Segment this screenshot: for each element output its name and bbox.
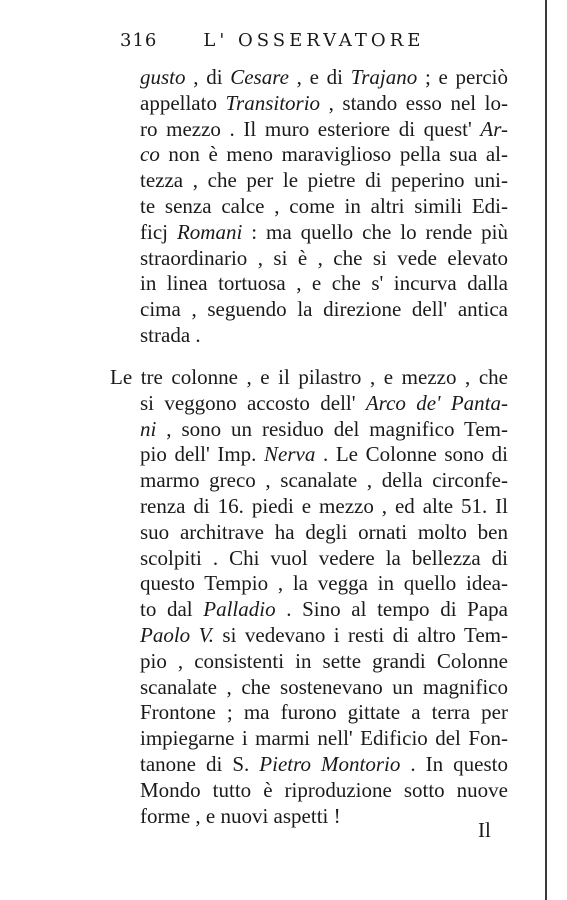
italic-span: Trajano <box>350 65 418 89</box>
text-line <box>140 245 508 271</box>
text-line <box>140 725 508 751</box>
text-span: , sono un residuo del magnifico Tem- <box>156 416 508 441</box>
text-span: Mondo tutto è riproduzione sotto nuove <box>140 777 508 802</box>
italic-span: Romani <box>176 219 243 244</box>
text-span: Frontone ; ma furono gittate a terra per <box>140 700 508 725</box>
text-line <box>140 596 508 622</box>
italic-span: co <box>140 142 160 167</box>
running-title: L' OSSERVATORE <box>203 30 425 51</box>
text-line <box>110 364 508 390</box>
text-line <box>140 622 508 648</box>
text-span: impiegarne i marmi nell' Edificio del Fon- <box>140 726 508 751</box>
text-line <box>140 193 508 219</box>
text-span: pio , consistenti in sette grandi Colonne <box>140 648 508 673</box>
italic-span: gusto <box>140 65 186 89</box>
text-line <box>140 699 508 725</box>
text-span: to dal <box>140 597 204 622</box>
page-number: 316 <box>120 30 158 51</box>
text-line <box>140 90 508 116</box>
text-line <box>140 390 508 416</box>
text-span: non è meno maraviglioso pella sua al- <box>159 142 508 167</box>
text-span: marmo greco , scanalate , della circonfe- <box>140 468 508 493</box>
running-header <box>120 30 480 51</box>
text-line <box>140 467 508 493</box>
text-line <box>140 545 508 571</box>
text-span: questo Tempio , la vegga in quello idea- <box>140 571 508 596</box>
text-line <box>140 141 508 167</box>
text-span: ; e perciò <box>417 65 508 89</box>
text-span: si vedevano i resti di altro Tem- <box>213 623 508 647</box>
italic-span: Arco de' Panta- <box>365 390 508 415</box>
text-span: strada . <box>140 323 201 347</box>
text-span: tanone di S. <box>140 752 260 776</box>
text-span: . Sino al tempo di Papa <box>275 597 508 622</box>
text-line <box>140 648 508 674</box>
text-span: pio dell' Imp. <box>140 442 265 467</box>
text-line <box>140 64 508 90</box>
text-span: straordinario , si è , che si vede elevato <box>140 245 508 270</box>
text-span: , di <box>185 65 231 89</box>
text-line <box>140 493 508 519</box>
italic-span: ni <box>140 416 157 441</box>
page-gutter-shadow <box>545 0 547 900</box>
text-span: ro mezzo . Il muro esteriore di quest' <box>140 116 481 141</box>
text-line <box>140 519 508 545</box>
text-line <box>140 441 508 467</box>
text-span: forme , e nuovi aspetti ! <box>140 803 341 828</box>
text-line <box>140 674 508 700</box>
italic-span: Paolo V. <box>140 623 214 647</box>
italic-span: Palladio <box>203 597 276 622</box>
text-line <box>140 270 508 296</box>
text-span: suo architrave ha degli ornati molto ben <box>140 519 508 544</box>
text-span: , e di <box>288 65 351 89</box>
text-span: . In questo <box>400 752 508 776</box>
text-span: ficj <box>140 219 177 244</box>
italic-span: Ar- <box>480 116 508 141</box>
text-span: renza di 16. piedi e mezzo , ed alte 51. Il <box>140 494 508 518</box>
text-line <box>140 322 201 348</box>
text-line <box>140 777 508 803</box>
text-span: . Le Colonne sono di <box>315 442 508 467</box>
italic-span: Transitorio <box>225 90 321 115</box>
text-span: appellato <box>140 90 226 115</box>
text-span: Le tre colonne , e il pilastro , e mezzo , che <box>110 365 508 389</box>
text-span: scanalate , che sostenevano un magnifico <box>140 674 508 699</box>
italic-span: Nerva <box>264 442 316 467</box>
text-line <box>140 803 341 829</box>
text-span: tezza , che per le pietre di peperino uni- <box>140 168 508 193</box>
text-span: te senza calce , come in altri simili Edi- <box>140 194 508 218</box>
text-line <box>140 116 508 142</box>
italic-span: Pietro Montorio <box>259 752 401 776</box>
text-line <box>140 416 508 442</box>
text-span: : ma quello che lo rende più <box>242 219 508 244</box>
text-span: , stando esso nel lo- <box>320 90 508 115</box>
catchword: Il <box>478 818 491 842</box>
italic-span: Cesare <box>230 65 289 89</box>
text-span: si veggono accosto dell' <box>140 390 366 415</box>
text-span: scolpiti . Chi vuol vedere la bellezza di <box>140 545 508 570</box>
text-span: in linea tortuosa , e che s' incurva dalla <box>140 271 508 296</box>
text-line <box>140 296 508 322</box>
text-line <box>140 167 508 193</box>
text-line <box>140 219 508 245</box>
text-span: cima , seguendo la direzione dell' antica <box>140 297 508 322</box>
text-line <box>140 751 508 777</box>
text-line <box>140 570 508 596</box>
